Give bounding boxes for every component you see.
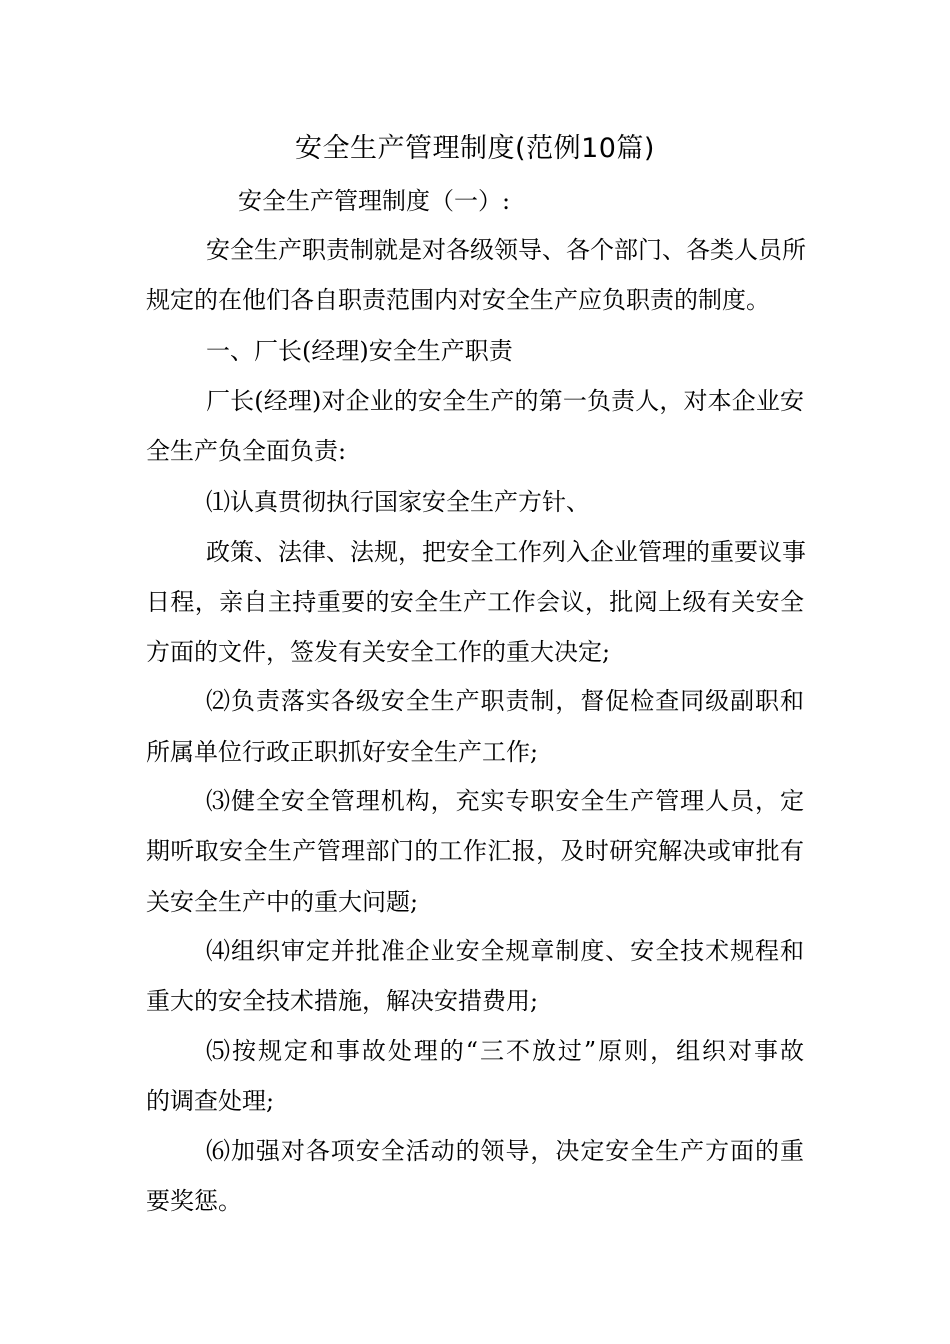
list-item-line: ⑷组织审定并批准企业安全规章制度、安全技术规程和: [206, 937, 804, 965]
paragraph-line: 所属单位行政正职抓好安全生产工作;: [146, 738, 539, 766]
paragraph-line: 政策、法律、法规，把安全工作列入企业管理的重要议事: [206, 538, 806, 566]
paragraph-line: 规定的在他们各自职责范围内对安全生产应负职责的制度。: [146, 286, 770, 314]
paragraph-line: 安全生产职责制就是对各级领导、各个部门、各类人员所: [206, 236, 806, 264]
paragraph-line: 重大的安全技术措施，解决安措费用;: [146, 987, 539, 1015]
list-item-line: ⑶健全安全管理机构，充实专职安全生产管理人员，定: [206, 787, 804, 815]
paragraph-line: 全生产负全面负责:: [146, 437, 347, 465]
list-item-line: ⑵负责落实各级安全生产职责制，督促检查同级副职和: [206, 687, 804, 715]
list-item-line: ⑴认真贯彻执行国家安全生产方针、: [206, 488, 590, 516]
list-item-line: ⑸按规定和事故处理的“三不放过”原则，组织对事故: [206, 1037, 804, 1065]
paragraph-line: 方面的文件，签发有关安全工作的重大决定;: [146, 638, 611, 666]
paragraph-line: 期听取安全生产管理部门的工作汇报，及时研究解决或审批有: [146, 837, 804, 865]
paragraph-line: 厂长(经理)对企业的安全生产的第一负责人，对本企业安: [206, 387, 804, 415]
section-heading: 安全生产管理制度（一）:: [238, 187, 511, 215]
paragraph-line: 日程，亲自主持重要的安全生产工作会议，批阅上级有关安全: [146, 588, 804, 616]
list-item-line: ⑹加强对各项安全活动的领导，决定安全生产方面的重: [206, 1137, 804, 1165]
document-title: 安全生产管理制度(范例10篇): [295, 133, 655, 164]
paragraph-line: 要奖惩。: [146, 1187, 242, 1215]
subheading: 一、厂长(经理)安全生产职责: [206, 337, 513, 365]
paragraph-line: 关安全生产中的重大问题;: [146, 888, 419, 916]
paragraph-line: 的调查处理;: [146, 1087, 275, 1115]
